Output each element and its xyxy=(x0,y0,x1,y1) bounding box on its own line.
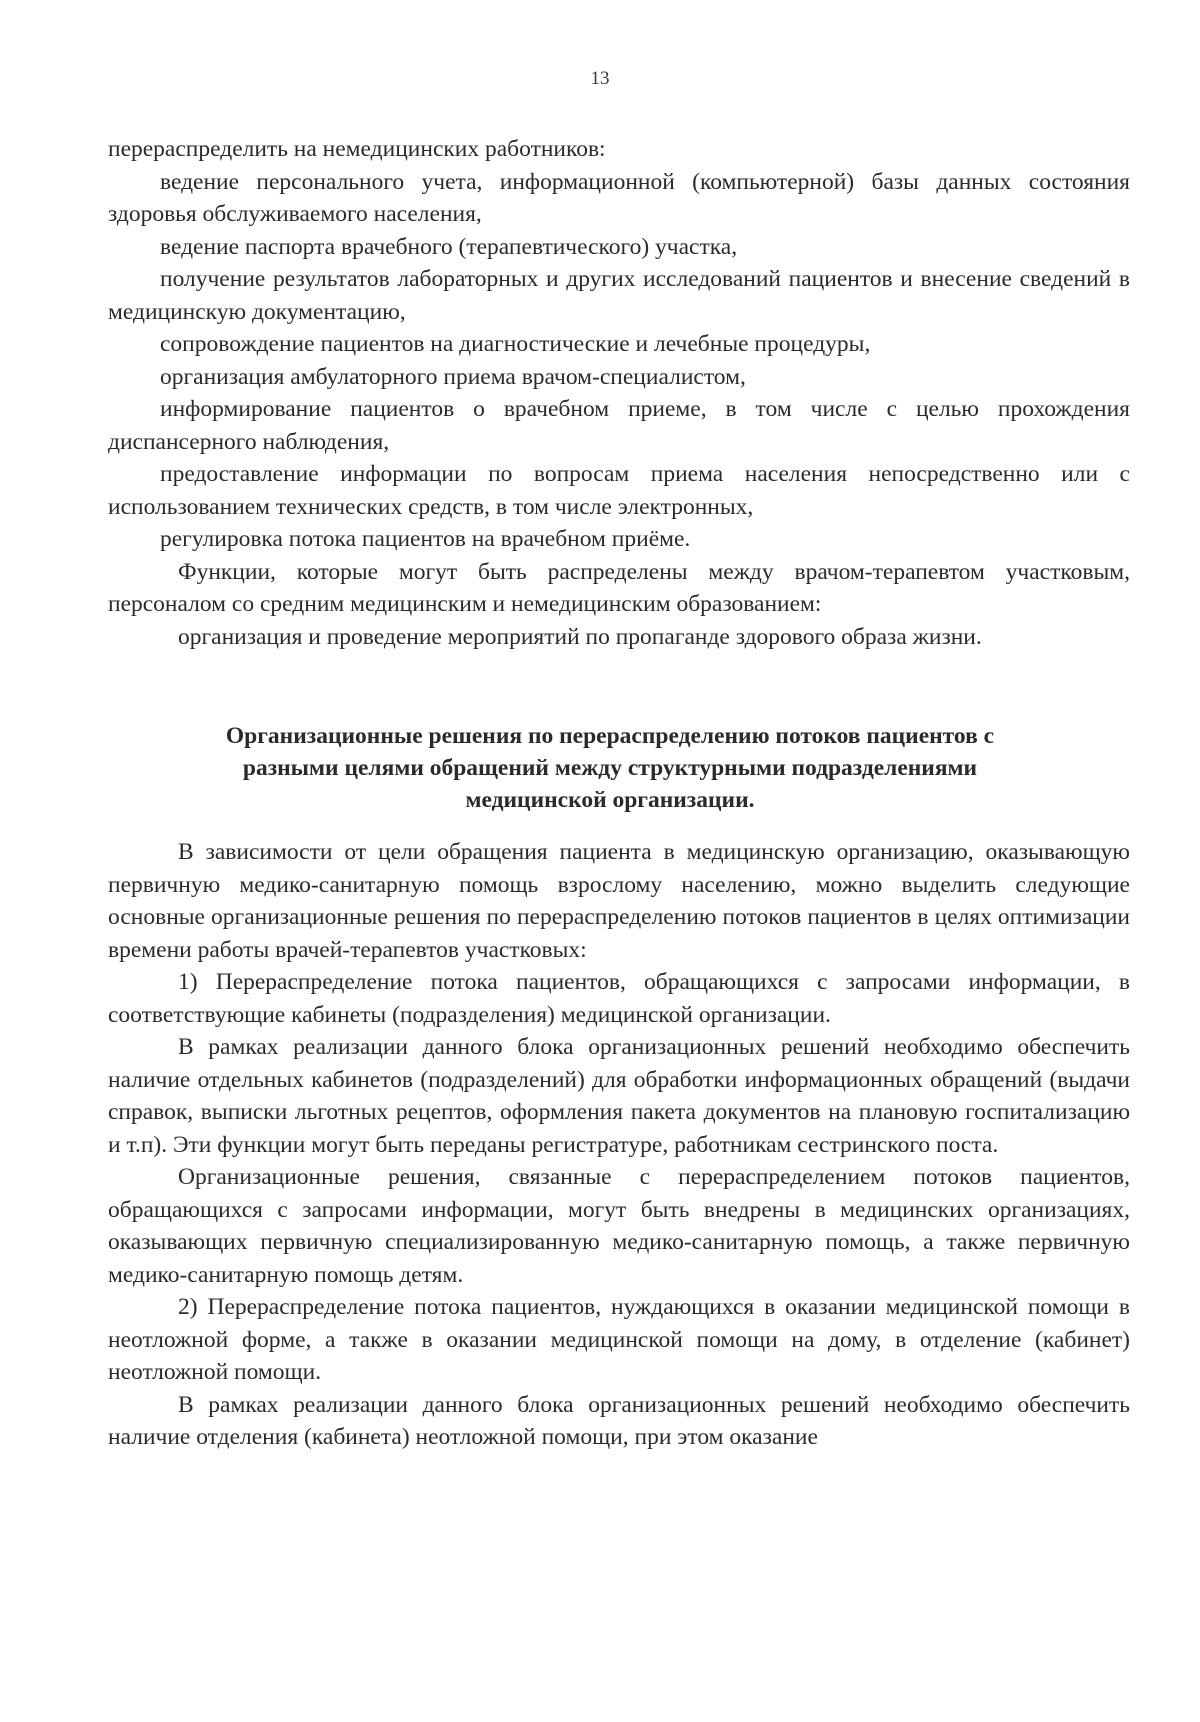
paragraph: Организационные решения, связанные с перераспределением потоков пациентов, обращающихся с запросами информации, могут быть внедрены в медицинских организациях, оказывающих первичную специализированную медико-санитарную помощь, а также первичную медико-санитарную помощь детям. xyxy=(108,1164,1130,1288)
paragraph: перераспределить на немедицинских работников: xyxy=(108,136,606,162)
paragraph: В рамках реализации данного блока организационных решений необходимо обеспечить наличие отделения (кабинета) неотложной помощи, при этом оказание xyxy=(108,1391,1130,1450)
list-item: организация амбулаторного приема врачом-специалистом, xyxy=(160,363,746,390)
numbered-item: 1) Перераспределение потока пациентов, обращающихся с запросами информации, в соответствующие кабинеты (подразделения) медицинской организации. xyxy=(108,969,1130,1028)
list-item: регулировка потока пациентов на врачебном приёме. xyxy=(160,526,691,552)
list-item: ведение паспорта врачебного (терапевтического) участка, xyxy=(160,233,738,260)
heading-line: разными целями обращений между структурными подразделениями xyxy=(242,755,978,781)
list-item: получение результатов лабораторных и других исследований пациентов и внесение сведений в медицинскую документацию, xyxy=(108,266,1130,325)
list-item: организация и проведение мероприятий по пропаганде здорового образа жизни. xyxy=(178,623,982,650)
list-item: ведение персонального учета, информационной (компьютерной) базы данных состояния здоровья обслуживаемого населения, xyxy=(108,168,1130,227)
section-heading xyxy=(140,720,1080,816)
list-item: предоставление информации по вопросам приема населения непосредственно или с использованием технических средств, в том числе электронных, xyxy=(108,461,1130,520)
heading-line: медицинской организации. xyxy=(465,787,755,813)
paragraph: В рамках реализации данного блока организационных решений необходимо обеспечить наличие отдельных кабинетов (подразделений) для обработки информационных обращений (выдачи справок, выписки льготных рецептов, оформления пакета документов на плановую госпитализацию и т.п). Эти функции могут быть переданы регистратуре, работникам сестринского поста. xyxy=(108,1034,1130,1158)
numbered-item: 2) Перераспределение потока пациентов, нуждающихся в оказании медицинской помощи в неотложной форме, а также в оказании медицинской помощи на дому, в отделение (кабинет) неотложной помощи. xyxy=(108,1294,1130,1385)
heading-line: Организационные решения по перераспределению потоков пациентов с xyxy=(225,723,995,749)
body-text-bottom xyxy=(108,836,1130,1454)
page-number: 13 xyxy=(590,68,610,89)
list-item: сопровождение пациентов на диагностические и лечебные процедуры, xyxy=(160,331,871,357)
paragraph: В зависимости от цели обращения пациента в медицинскую организацию, оказывающую первичную медико-санитарную помощь взрослому населению, можно выделить следующие основные организационные решения по перераспределению потоков пациентов в целях оптимизации времени работы врачей-терапевтов участковых: xyxy=(108,839,1130,963)
paragraph: Функции, которые могут быть распределены между врачом-терапевтом участковым, персоналом со средним медицинским и немедицинским образованием: xyxy=(108,558,1130,617)
body-text-top xyxy=(108,133,1130,653)
list-item: информирование пациентов о врачебном приеме, в том числе с целью прохождения диспансерного наблюдения, xyxy=(108,396,1130,455)
